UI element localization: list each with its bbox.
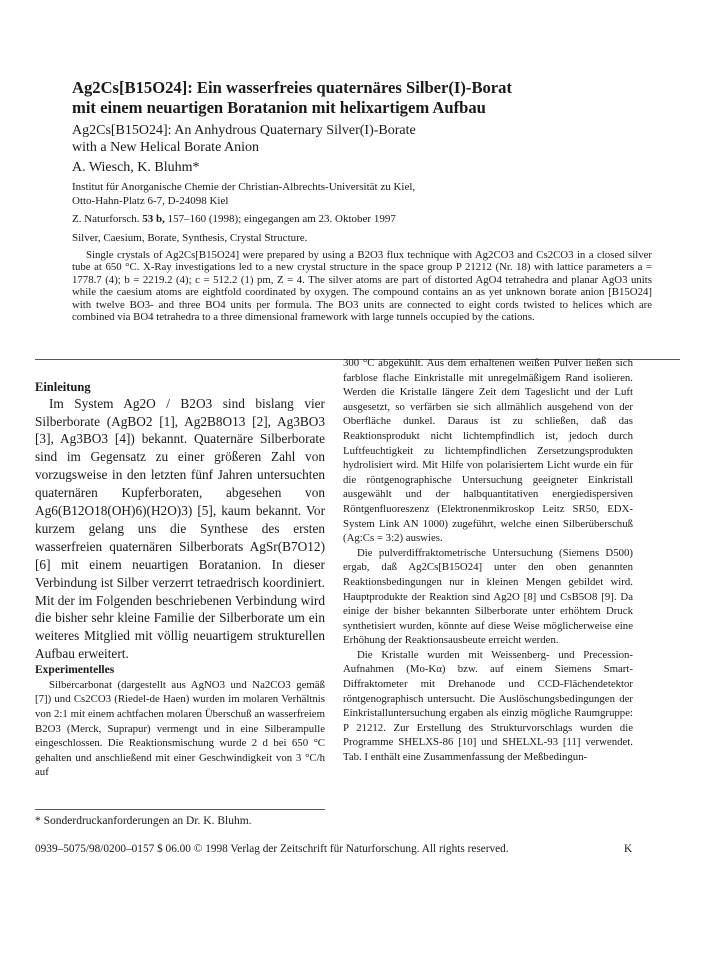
keywords: Silver, Caesium, Borate, Synthesis, Crystal Structure.	[72, 232, 308, 244]
citation-volume: 53 b,	[142, 213, 165, 225]
institution-line-1: Institut für Anorganische Chemie der Christian-Albrechts-Universität zu Kiel,	[72, 181, 416, 193]
abstract	[72, 249, 652, 323]
citation	[72, 213, 632, 225]
title-line-2: mit einem neuartigen Boratanion mit helixartigem Aufbau	[72, 98, 486, 117]
institution	[72, 180, 632, 208]
abstract-text: Single crystals of Ag2Cs[B15O24] were prepared by using a B2O3 flux technique with Ag2CO3 and Cs2CO3 in a closed silver tube at 650 °C. X-Ray investigations led to a new crystal structure in the space group P 21212 (Nr. 18) with lattice parameters a = 1778.7 (4); b = 2219.2 (4); c = 512.2 (1) pm, Z = 4. The silver atoms are part of distorted AgO4 tetrahedra and planar AgO3 units while the caesium atoms are eightfold coordinated by oxygen. The compound contains an as yet unknown borate anion [B15O24] with twelve BO3- and three BO4 units per formula. The BO3 units are connected to eight cords twisted to helices which are combined via BO4 tetrahedra to a three dimensional framework with large tunnels occupied by the cations.	[72, 249, 652, 324]
intro-paragraph: Im System Ag2O / B2O3 sind bislang vier Silberborate (AgBO2 [1], Ag2B8O13 [2], Ag3BO3 [3], Ag3BO3 [4]) bekannt. Quaternäre Silberborate sind im Gegensatz zu einer größeren Zahl von vorzugsweise in den letzten fünf Jahren untersuchten quaternären Kupferboraten, abgesehen von Ag6(B12O18(OH)6)(H2O)3) [5], kaum bekannt. Vor kurzem gelang uns die Synthese des ersten wasserfreien quaternären Silberborats AgSr(B7O12) [6] mit einem neuartigen Boratanion. In dieser Verbindung ist Silber verzerrt tetraedrisch koordiniert. Mit der im Folgenden beschriebenen Verbindung wird die bisher sehr kleine Familie der Silberborate um ein weiteres Mitglied mit völlig neuartigem strukturellen Aufbau erweitert.	[35, 395, 325, 662]
right-paragraph-3: Die Kristalle wurden mit Weissenberg- und Precession-Aufnahmen (Mo-Kα) bzw. auf einem Siemens Smart-Diffraktometer mit Drehanode und CCD-Flächendetektor röntgenographisch untersucht. Die Auslöschungsbedingungen der Einkristalluntersuchung ergaben als einzig mögliche Raumgruppe: P 21212. Zur Erstellung des Strukturvorschlags wurden die Programme SHELXS-86 [10] und SHELXL-93 [11] verwendet. Tab. I enthält eine Zusammenfassung der Meßbedingun-	[343, 648, 633, 764]
citation-journal: Z. Naturforsch.	[72, 213, 143, 225]
institution-line-2: Otto-Hahn-Platz 6-7, D-24098 Kiel	[72, 195, 229, 207]
section-heading-einleitung: Einleitung	[35, 380, 91, 394]
citation-pages-date: 157–160 (1998); eingegangen am 23. Oktober 1997	[164, 213, 396, 225]
footnote-divider	[35, 809, 325, 810]
subtitle-line-1: Ag2Cs[B15O24]: An Anhydrous Quaternary Silver(I)-Borate	[72, 123, 416, 138]
left-column	[35, 380, 325, 780]
title-line-1: Ag2Cs[B15O24]: Ein wasserfreies quaternäres Silber(I)-Borat	[72, 78, 512, 97]
footnote: * Sonderdruckanforderungen an Dr. K. Bluhm.	[35, 815, 252, 827]
right-paragraph-2: Die pulverdiffraktometrische Untersuchung (Siemens D500) ergab, daß Ag2Cs[B15O24] unter den oben genannten Reaktionsbedingungen nur in kleinen Mengen gebildet wird. Hauptprodukte der Reaktion sind Ag2O [8] und CsB5O8 [9]. Da einige der bisher bekannten Silberborate unter erhöhtem Druck synthetisiert wurden, könnte auf diese Weise möglicherweise eine Erhöhung der Reaktionsausbeute erreicht werden.	[343, 546, 633, 647]
right-column	[343, 356, 633, 765]
right-paragraph-1: 300 °C abgekühlt. Aus dem erhaltenen weißen Pulver ließen sich farblose flache Einkristalle mit unregelmäßigem Rand isolieren. Werden die Kristalle längere Zeit dem Tageslicht und der Luft ausgesetzt, so verfärben sie sich allmählich ausgehend von der Oberfläche dunkel. Daraus ist zu schließen, daß das Reaktionsprodukt nicht lichtempfindlich ist, jedoch durch Luftfeuchtigkeit zu lichtempfindlichen Zersetzungsprodukten hydrolisiert wird. Mit Hilfe von polarisiertem Licht wurde ein für die röntgenographische Untersuchung geeigneter Einkristall ausgewählt und der halbquantitativen energiedispersiven Röntgenfluoreszenz (Elektronenmikroskop Leitz SR50, EDX-System Link AN 1000) zugeführt, welche einen Silberüberschuß (Ag:Cs = 3:2) auswies.	[343, 357, 633, 545]
article-title	[72, 78, 632, 118]
authors: A. Wiesch, K. Bluhm*	[72, 160, 200, 175]
experimental-paragraph: Silbercarbonat (dargestellt aus AgNO3 und Na2CO3 gemäß [7]) und Cs2CO3 (Riedel-de Haen) wurden im molaren Verhältnis von 2:1 mit einem achtfachen molaren Überschuß an wasserfreiem B2O3 (Merck, Suprapur) vermengt und in eine Silberampulle eingeschlossen. Die Reaktionsmischung wurde 2 d bei 650 °C gehalten und anschließend mit einer Geschwindigkeit von 3 °C/h auf	[35, 678, 325, 779]
subtitle-line-2: with a New Helical Borate Anion	[72, 140, 260, 155]
section-heading-experimentelles: Experimentelles	[35, 664, 115, 677]
article-subtitle	[72, 122, 632, 156]
page-letter: K	[624, 843, 633, 855]
copyright-line: 0939–5075/98/0200–0157 $ 06.00 © 1998 Verlag der Zeitschrift für Naturforschung. All rights reserved.	[35, 843, 509, 855]
